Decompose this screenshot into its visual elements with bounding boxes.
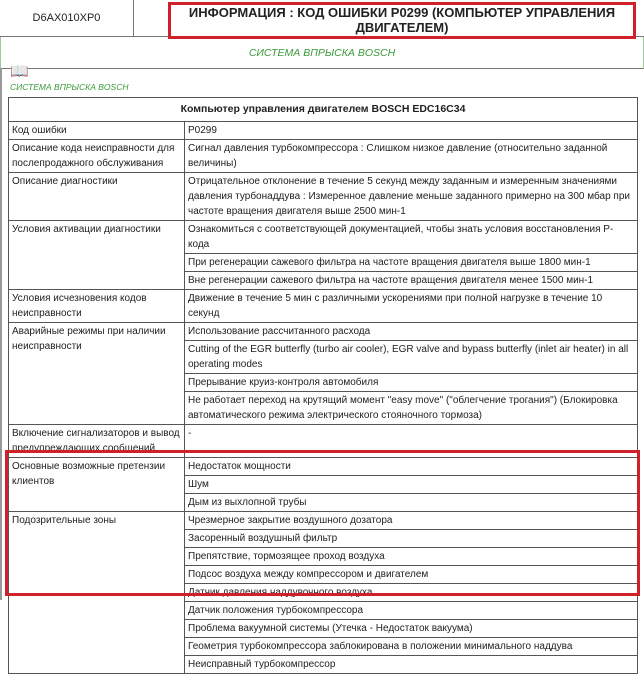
table-row	[9, 221, 638, 254]
row-value: Подсос воздуха между компрессором и двигателем	[185, 566, 638, 584]
row-value: P0299	[185, 122, 638, 140]
row-value: Недостаток мощности	[185, 458, 638, 476]
table-row	[9, 122, 638, 140]
book-icon[interactable]: 📖	[10, 63, 29, 80]
row-value: Прерывание круиз-контроля автомобиля	[185, 374, 638, 392]
table-row	[9, 290, 638, 323]
document-ref-code: D6AX010XP0	[0, 0, 134, 36]
row-value: Датчик давления наддувочного воздуха	[185, 584, 638, 602]
row-value: Чрезмерное закрытие воздушного дозатора	[185, 512, 638, 530]
diagnostic-table	[8, 97, 638, 674]
row-value: Дым из выхлопной трубы	[185, 494, 638, 512]
row-value: Шум	[185, 476, 638, 494]
document-title: ИНФОРМАЦИЯ : КОД ОШИБКИ P0299 (КОМПЬЮТЕР УПРАВЛЕНИЯ ДВИГАТЕЛЕМ)	[168, 2, 636, 39]
table-title: Компьютер управления двигателем BOSCH EDC16C34	[9, 98, 638, 122]
row-value: Отрицательное отклонение в течение 5 секунд между заданным и измеренным значениями давления турбонаддува : Измеренное давление меньше заданного примерно на 300 мбар при частоте вращения двигателя выше 2500 мин-1	[185, 173, 638, 221]
row-label: Код ошибки	[9, 122, 185, 140]
row-value: Препятствие, тормозящее проход воздуха	[185, 548, 638, 566]
row-label: Основные возможные претензии клиентов	[9, 458, 185, 512]
row-value: Неисправный турбокомпрессор	[185, 656, 638, 674]
row-value: -	[185, 425, 638, 458]
row-value: Вне регенерации сажевого фильтра на частоте вращения двигателя менее 1500 мин-1	[185, 272, 638, 290]
row-value: Датчик положения турбокомпрессора	[185, 602, 638, 620]
row-value: При регенерации сажевого фильтра на частоте вращения двигателя выше 1800 мин-1	[185, 254, 638, 272]
row-label: Описание кода неисправности для послепродажного обслуживания	[9, 140, 185, 173]
row-label: Подозрительные зоны	[9, 512, 185, 674]
row-value: Геометрия турбокомпрессора заблокирована в положении минимального наддува	[185, 638, 638, 656]
row-label: Включение сигнализаторов и вывод предупреждающих сообщений	[9, 425, 185, 458]
row-label: Условия активации диагностики	[9, 221, 185, 290]
system-subtitle: СИСТЕМА ВПРЫСКА BOSCH	[0, 37, 644, 69]
row-value: Cutting of the EGR butterfly (turbo air cooler), EGR valve and bypass butterfly (inlet air heater) in all operating modes	[185, 341, 638, 374]
row-value: Сигнал давления турбокомпрессора : Слишком низкое давление (относительно заданной величины)	[185, 140, 638, 173]
section-label: СИСТЕМА ВПРЫСКА BOSCH	[10, 82, 129, 92]
table-row	[9, 458, 638, 476]
table-row	[9, 323, 638, 341]
table-row	[9, 512, 638, 530]
row-value: Засоренный воздушный фильтр	[185, 530, 638, 548]
table-row	[9, 173, 638, 221]
row-label: Условия исчезновения кодов неисправности	[9, 290, 185, 323]
row-label: Описание диагностики	[9, 173, 185, 221]
row-value: Ознакомиться с соответствующей документацией, чтобы знать условия восстановления P-кода	[185, 221, 638, 254]
row-value: Не работает переход на крутящий момент "easy move" ("облегчение трогания") (Блокировка автоматического режима электрического стояночного тормоза)	[185, 392, 638, 425]
document-header	[0, 0, 644, 37]
row-value: Проблема вакуумной системы (Утечка - Недостаток вакуума)	[185, 620, 638, 638]
row-value: Движение в течение 5 мин с различными ускорениями при полной нагрузке в течение 10 секунд	[185, 290, 638, 323]
table-row	[9, 140, 638, 173]
table-row	[9, 425, 638, 458]
row-label: Аварийные режимы при наличии неисправности	[9, 323, 185, 425]
row-value: Использование рассчитанного расхода	[185, 323, 638, 341]
